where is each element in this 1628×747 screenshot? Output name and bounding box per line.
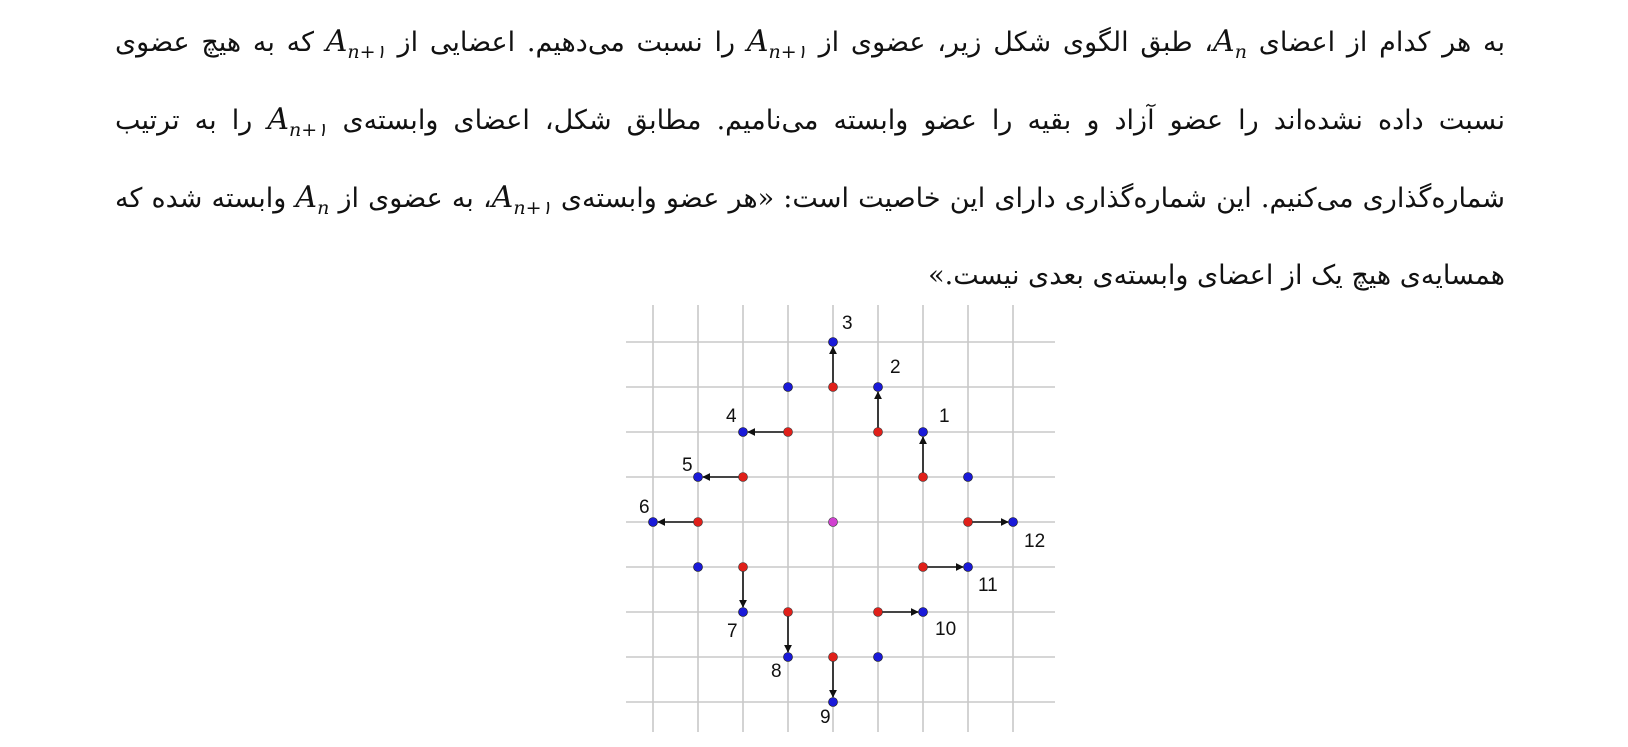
- dependent-blue-point-12: [1009, 518, 1018, 527]
- red-point: [919, 563, 928, 572]
- dependent-blue-point-10: [919, 608, 928, 617]
- text-run: وابسته شده که همسایه‌ی هیچ یک از اعضای وابسته‌ی بعدی نیست.»: [115, 183, 1505, 291]
- number-label-2: 2: [890, 357, 901, 378]
- free-blue-point: [784, 383, 793, 392]
- number-label-5: 5: [682, 455, 693, 476]
- math-A-n-plus-1: $A_{n+۱}$: [746, 24, 807, 63]
- dependent-blue-point-11: [964, 563, 973, 572]
- dependent-blue-point-8: [784, 653, 793, 662]
- red-point: [829, 383, 838, 392]
- free-blue-point: [964, 473, 973, 482]
- center-point: [829, 518, 838, 527]
- text-run: را نسبت می‌دهیم. اعضایی از: [385, 27, 747, 58]
- number-label-1: 1: [939, 406, 950, 427]
- math-A-n-plus-1: $A_{n+۱}$: [267, 102, 328, 141]
- text-run: ، به عضوی از: [329, 183, 492, 214]
- math-A-n: $A_n$: [295, 180, 330, 219]
- dependent-blue-point-4: [739, 428, 748, 437]
- dependent-blue-point-6: [649, 518, 658, 527]
- free-blue-point: [874, 653, 883, 662]
- free-blue-point: [694, 563, 703, 572]
- red-point: [784, 428, 793, 437]
- text-run: ، طبق الگوی شکل زیر، عضوی از: [806, 27, 1214, 58]
- red-point: [874, 428, 883, 437]
- math-A-n: $A_n$: [1213, 24, 1247, 63]
- text-run: را به ترتیب شماره‌گذاری می‌کنیم. این شماره‌گذاری دارای این خاصیت است: «هر عضو وابسته‌ی: [115, 105, 1505, 214]
- grid-lines: [626, 305, 1055, 732]
- red-point: [874, 608, 883, 617]
- dependent-blue-point-7: [739, 608, 748, 617]
- number-label-3: 3: [842, 313, 853, 334]
- dependent-blue-point-2: [874, 383, 883, 392]
- text-run: که به هیچ عضوی نسبت داده نشده‌اند را عضو آزاد و بقیه را عضو وابسته می‌نامیم. مطابق شکل، اعضای وابسته‌ی: [115, 27, 1505, 136]
- red-point: [739, 473, 748, 482]
- math-A-n-plus-1: $A_{n+۱}$: [325, 24, 386, 63]
- number-label-9: 9: [820, 707, 831, 728]
- red-point: [919, 473, 928, 482]
- dependent-blue-point-5: [694, 473, 703, 482]
- dependent-blue-point-9: [829, 698, 838, 707]
- red-point: [694, 518, 703, 527]
- number-label-4: 4: [726, 406, 737, 427]
- number-label-7: 7: [727, 621, 738, 642]
- red-point: [829, 653, 838, 662]
- number-label-12: 12: [1024, 531, 1046, 552]
- number-label-10: 10: [935, 619, 957, 640]
- red-point: [739, 563, 748, 572]
- number-label-6: 6: [639, 497, 650, 518]
- dependent-blue-point-3: [829, 338, 838, 347]
- math-A-n-plus-1: $A_{n+۱}$: [491, 180, 552, 219]
- red-point: [964, 518, 973, 527]
- number-label-8: 8: [771, 661, 782, 682]
- red-point: [784, 608, 793, 617]
- number-label-11: 11: [978, 575, 998, 596]
- dependent-blue-point-1: [919, 428, 928, 437]
- text-run: به هر کدام از اعضای: [1246, 27, 1505, 58]
